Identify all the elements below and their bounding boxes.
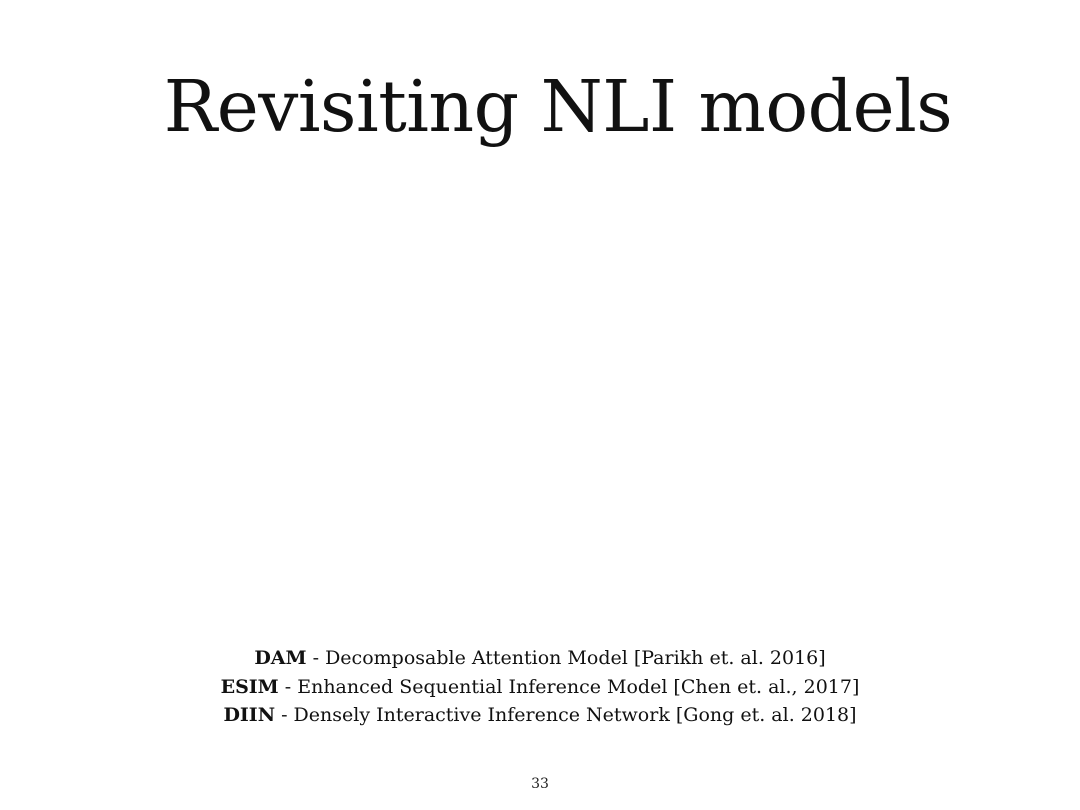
reference-description: - Decomposable Attention Model [Parikh et. al. 2016] (306, 647, 826, 669)
reference-item-diin (0, 701, 1080, 730)
reference-abbreviation: ESIM (220, 675, 279, 698)
reference-abbreviation: DAM (254, 647, 307, 669)
reference-description: - Densely Interactive Inference Network [Gong et. al. 2018] (275, 704, 857, 726)
references-list (0, 644, 1080, 730)
reference-item-esim (0, 673, 1080, 702)
page-number: 33 (531, 776, 549, 792)
reference-item-dam (0, 644, 1080, 673)
reference-description: - Enhanced Sequential Inference Model [Chen et. al., 2017] (278, 675, 860, 698)
reference-abbreviation: DIIN (223, 704, 276, 726)
slide-title: Revisiting NLI models (163, 65, 953, 148)
